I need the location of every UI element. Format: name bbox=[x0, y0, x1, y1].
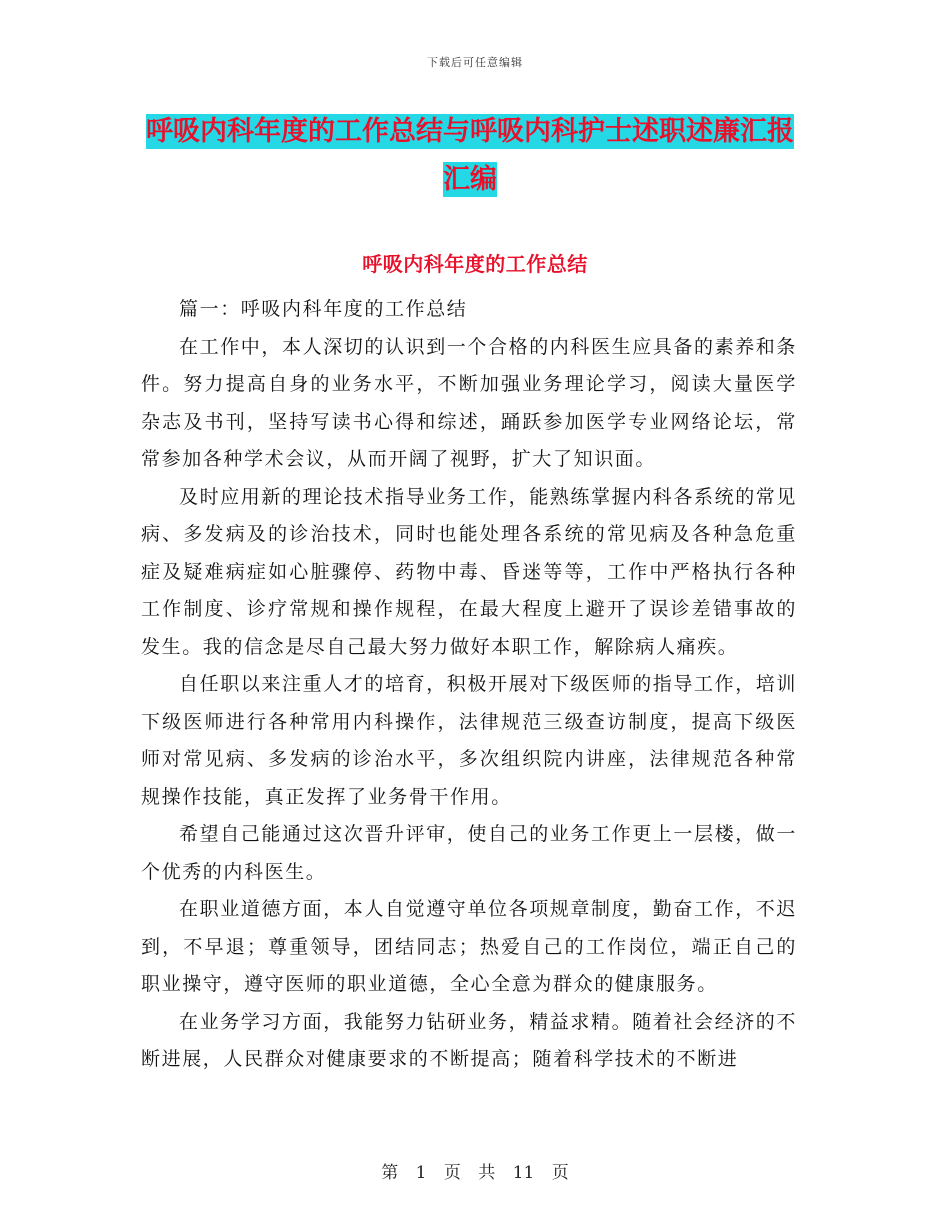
total-label: 共 bbox=[478, 1163, 496, 1183]
paragraph: 希望自己能通过这次晋升评审，使自己的业务工作更上一层楼，做一个优秀的内科医生。 bbox=[141, 823, 798, 883]
total-pages: 11 bbox=[512, 1163, 535, 1183]
total-label-post: 页 bbox=[551, 1163, 569, 1183]
page-label-mid: 页 bbox=[443, 1163, 461, 1183]
paragraph: 自任职以来注重人才的培育，积极开展对下级医师的指导工作，培训下级医师进行各种常用内科操作，法律规范三级查访制度，提高下级医师对常见病、多发病的诊治水平，多次组织院内讲座，法律规范各种常规操作技能，真正发挥了业务骨干作用。 bbox=[141, 673, 798, 808]
document-title bbox=[140, 108, 800, 204]
body-text bbox=[141, 291, 797, 1079]
paragraph: 在业务学习方面，我能努力钻研业务，精益求精。随着社会经济的不断进展，人民群众对健康要求的不断提高；随着科学技术的不断进 bbox=[141, 1010, 798, 1070]
paragraph: 在工作中，本人深切的认识到一个合格的内科医生应具备的素养和条件。努力提高自身的业务水平，不断加强业务理论学习，阅读大量医学杂志及书刊，坚持写读书心得和综述，踊跃参加医学专业网络论坛，常常参加各种学术会议，从而开阔了视野，扩大了知识面。 bbox=[141, 335, 798, 470]
paragraph: 篇一：呼吸内科年度的工作总结 bbox=[179, 298, 468, 320]
paragraph: 及时应用新的理论技术指导业务工作，能熟练掌握内科各系统的常见病、多发病及的诊治技术，同时也能处理各系统的常见病及各种急危重症及疑难病症如心脏骤停、药物中毒、昏迷等等，工作中严格执行各种工作制度、诊疗常规和操作规程，在最大程度上避开了误诊差错事故的发生。我的信念是尽自己最大努力做好本职工作，解除病人痛疾。 bbox=[141, 485, 798, 658]
page-footer bbox=[0, 1158, 950, 1183]
page-label-pre: 第 bbox=[381, 1163, 399, 1183]
section-title: 呼吸内科年度的工作总结 bbox=[362, 252, 588, 276]
paragraph: 在职业道德方面，本人自觉遵守单位各项规章制度，勤奋工作，不迟到，不早退；尊重领导，团结同志；热爱自己的工作岗位，端正自己的职业操守，遵守医师的职业道德，全心全意为群众的健康服务。 bbox=[141, 898, 798, 995]
page-number: 1 bbox=[415, 1163, 427, 1183]
document-title-text: 呼吸内科年度的工作总结与呼吸内科护士述职述廉汇报汇编 bbox=[146, 116, 794, 195]
header-note: 下载后可任意编辑 bbox=[427, 56, 523, 69]
